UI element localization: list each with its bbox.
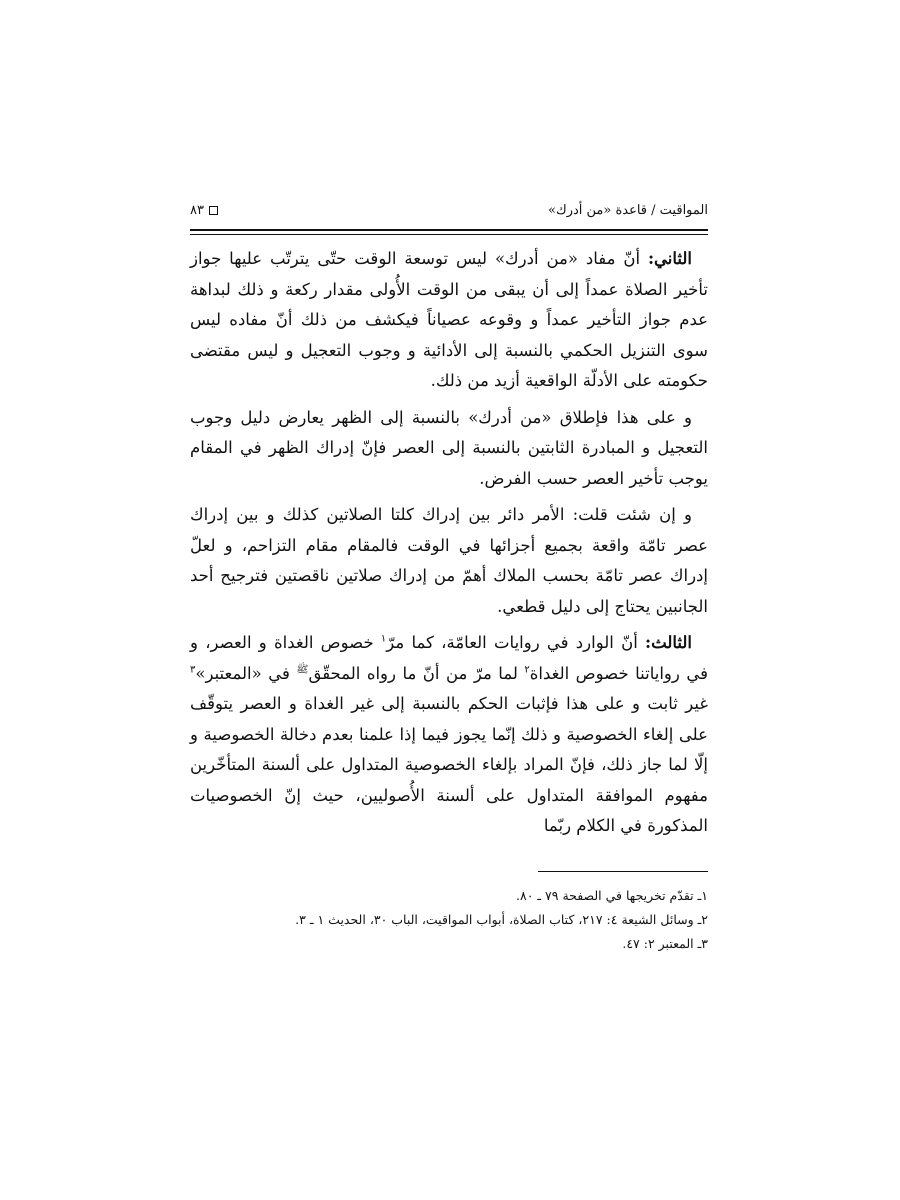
paragraph-3: و إن شئت قلت: الأمر دائر بين إدراك كلتا الصلاتين كذلك و بين إدراك عصر تامّة واقعة بجميع أجزائها في الوقت فالمقام مقام التزاحم، و لعلّ إدراك عصر تامّة بحسب الملاك أهمّ من إدراك صلاتين ناقصتين فترجيح أحد الجانبين يحتاج إلى دليل قطعي. [190, 505, 708, 616]
paragraph-4-lead: الثالث: [645, 633, 692, 652]
paragraph-1 [190, 244, 708, 397]
running-header [190, 203, 708, 227]
paragraph-2: و على هذا فإطلاق «من أدرك» بالنسبة إلى الظهر يعارض دليل وجوب التعجيل و المبادرة الثابتين بالنسبة إلى العصر فإنّ إدراك الظهر في المقام يوجب تأخير العصر حسب الفرض. [190, 407, 708, 488]
main-text [190, 244, 708, 848]
header-title: المواقيت / قاعدة «من أدرك» [548, 203, 708, 218]
footnote-1: ١ـ تقدّم تخريجها في الصفحة ٧٩ ـ ٨٠. [516, 888, 708, 903]
honorific-symbol: ﷺ [296, 664, 309, 675]
book-page [190, 0, 708, 1200]
paragraph-4-text-b: خصوص الغداة و العصر، و في رواياتنا خصوص الغداة [190, 633, 708, 683]
header-rule-thick [190, 229, 708, 231]
paragraph-4-text-c: لما مرّ من أنّ ما رواه المحقّق [308, 663, 525, 683]
paragraph-1-lead: الثاني: [647, 249, 692, 268]
footnote-3: ٣ـ المعتبر ٢: ٤٧. [622, 936, 708, 951]
paragraph-1-text: أنّ مفاد «من أدرك» ليس توسعة الوقت حتّى يترتّب عليها جواز تأخير الصلاة عمداً إلى أن يبقى من الوقت الأُولى مقدار ركعة و ذلك لبداهة عدم جواز التأخير عمداً و وقوعه عصياناً فيكشف من ذلك أنّ مفاده ليس سوى التنزيل الحكمي بالنسبة إلى الأدائية و وجوب التعجيل و ليس مقتضى حكومته على الأدلّة الواقعية أزيد من ذلك. [190, 249, 708, 390]
paragraph-4-text-e: غير ثابت و على هذا فإثبات الحكم بالنسبة إلى غير الغداة و العصر يتوقّف على إلغاء الخصوصية و ذلك إنّما يجوز فيما إذا علمنا بعدم دخالة الخصوصية و إلّا لما جاز ذلك، فإنّ المراد بإلغاء الخصوصية المتداول على ألسنة المتأخّرين مفهوم الموافقة المتداول على ألسنة الأُصوليين، حيث إنّ الخصوصيات المذكورة في الكلام ربّما [190, 694, 708, 835]
footnote-ref-1[interactable]: ١ [380, 633, 387, 645]
page-number [190, 203, 218, 218]
paragraph-4-text-a: أنّ الوارد في روايات العامّة، كما مرّ [386, 633, 646, 652]
footnotes [190, 884, 708, 956]
footnote-ref-3[interactable]: ٣ [190, 664, 196, 675]
square-icon [209, 206, 218, 215]
paragraph-4-text-d: في «المعتبر» [195, 663, 297, 683]
footnote-2: ٢ـ وسائل الشيعة ٤: ٢١٧، كتاب الصلاة، أبواب المواقيت، الباب ٣٠، الحديث ١ ـ ٣. [295, 912, 708, 927]
page-number-text: ٨٣ [190, 203, 204, 218]
paragraph-4 [190, 628, 708, 842]
header-rule-thin [190, 234, 708, 235]
footnote-ref-2[interactable]: ٢ [524, 664, 530, 675]
footnote-separator [538, 871, 708, 872]
